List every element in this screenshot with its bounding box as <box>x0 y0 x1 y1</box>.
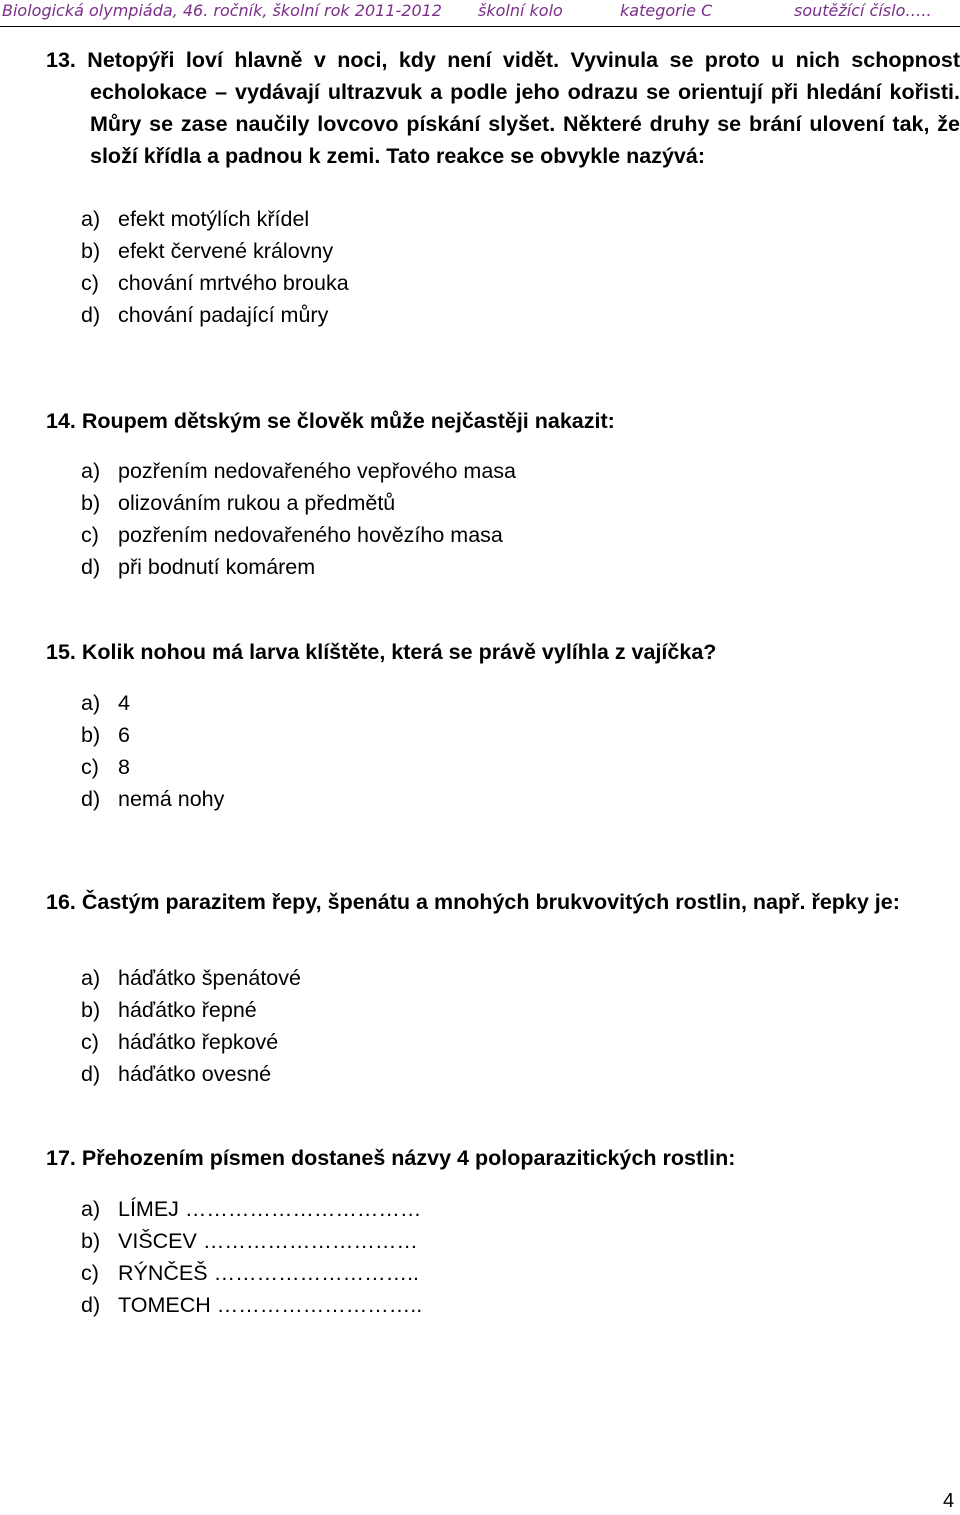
answer-option <box>81 751 130 783</box>
answer-option <box>81 235 333 267</box>
option-letter: b) <box>81 491 101 515</box>
option-letter: a) <box>81 1197 101 1221</box>
option-letter: a) <box>81 691 101 715</box>
question-15 <box>0 636 960 668</box>
answer-option <box>81 551 315 583</box>
option-letter: c) <box>81 1261 99 1285</box>
option-letter: b) <box>81 998 101 1022</box>
option-letter: b) <box>81 723 101 747</box>
option-text: nemá nohy <box>118 787 225 811</box>
option-text: LÍMEJ …………………………… <box>118 1197 422 1221</box>
header-category: kategorie C <box>620 1 713 20</box>
question-text: 13. Netopýři loví hlavně v noci, kdy není vidět. Vyvinula se proto u nich schopnost echolokace – vydávají ultrazvuk a podle jeho odrazu se orientují při hledání kořisti. Můry se zase naučily lovcovo pískání slyšet. Některé druhy se brání ulovení tak, že složí křídla a padnou k zemi. Tato reakce se obvykle nazývá: <box>46 48 960 168</box>
option-letter: a) <box>81 459 101 483</box>
option-text: RÝNČEŠ ……………………….. <box>118 1261 420 1285</box>
option-letter: d) <box>81 787 101 811</box>
answer-option <box>81 1257 419 1289</box>
option-letter: c) <box>81 755 99 779</box>
question-text: 17. Přehozením písmen dostaneš názvy 4 poloparazitických rostlin: <box>46 1146 736 1170</box>
answer-option <box>81 203 309 235</box>
page-number: 4 <box>943 1490 955 1512</box>
option-letter: a) <box>81 966 101 990</box>
answer-option <box>81 994 257 1026</box>
header-contestant-number: soutěžící číslo….. <box>794 1 932 20</box>
option-text: TOMECH ……………………….. <box>118 1293 423 1317</box>
question-17 <box>0 1142 960 1174</box>
answer-option <box>81 487 395 519</box>
option-letter: d) <box>81 303 101 327</box>
answer-option <box>81 299 328 331</box>
option-text: háďátko řepkové <box>118 1030 279 1054</box>
question-text: 16. Častým parazitem řepy, špenátu a mnohých brukvovitých rostlin, např. řepky je: <box>46 890 900 914</box>
header-olympiad: Biologická olympiáda, 46. ročník, školní rok 2011-2012 <box>2 1 442 20</box>
option-text: 4 <box>118 691 130 715</box>
question-text: 15. Kolik nohou má larva klíštěte, která se právě vylíhla z vajíčka? <box>46 640 717 664</box>
option-letter: c) <box>81 523 99 547</box>
option-text: pozřením nedovařeného hovězího masa <box>118 523 503 547</box>
option-text: efekt červené královny <box>118 239 334 263</box>
option-letter: d) <box>81 1293 101 1317</box>
answer-option <box>81 1026 278 1058</box>
answer-option <box>81 1058 271 1090</box>
option-text: olizováním rukou a předmětů <box>118 491 396 515</box>
option-letter: b) <box>81 239 101 263</box>
answer-option <box>81 962 301 994</box>
option-text: 6 <box>118 723 130 747</box>
option-letter: d) <box>81 555 101 579</box>
question-16 <box>0 886 960 918</box>
option-text: háďátko ovesné <box>118 1062 272 1086</box>
question-14 <box>0 405 960 437</box>
question-13 <box>0 44 960 172</box>
option-text: při bodnutí komárem <box>118 555 316 579</box>
option-letter: c) <box>81 271 99 295</box>
option-text: pozřením nedovařeného vepřového masa <box>118 459 517 483</box>
answer-option <box>81 455 516 487</box>
header-round: školní kolo <box>478 1 563 20</box>
page-header <box>0 0 960 27</box>
option-letter: c) <box>81 1030 99 1054</box>
answer-option <box>81 1193 421 1225</box>
option-text: 8 <box>118 755 130 779</box>
option-text: háďátko špenátové <box>118 966 301 990</box>
answer-option <box>81 267 349 299</box>
option-text: VIŠCEV ………………………… <box>118 1229 418 1253</box>
option-letter: d) <box>81 1062 101 1086</box>
option-letter: a) <box>81 207 101 231</box>
answer-option <box>81 719 130 751</box>
option-text: chování mrtvého brouka <box>118 271 349 295</box>
answer-option <box>81 1225 418 1257</box>
option-letter: b) <box>81 1229 101 1253</box>
answer-option <box>81 1289 422 1321</box>
option-text: háďátko řepné <box>118 998 257 1022</box>
question-text: 14. Roupem dětským se člověk může nejčastěji nakazit: <box>46 409 615 433</box>
option-text: efekt motýlích křídel <box>118 207 310 231</box>
option-text: chování padající můry <box>118 303 329 327</box>
answer-option <box>81 519 503 551</box>
answer-option <box>81 783 224 815</box>
answer-option <box>81 687 130 719</box>
